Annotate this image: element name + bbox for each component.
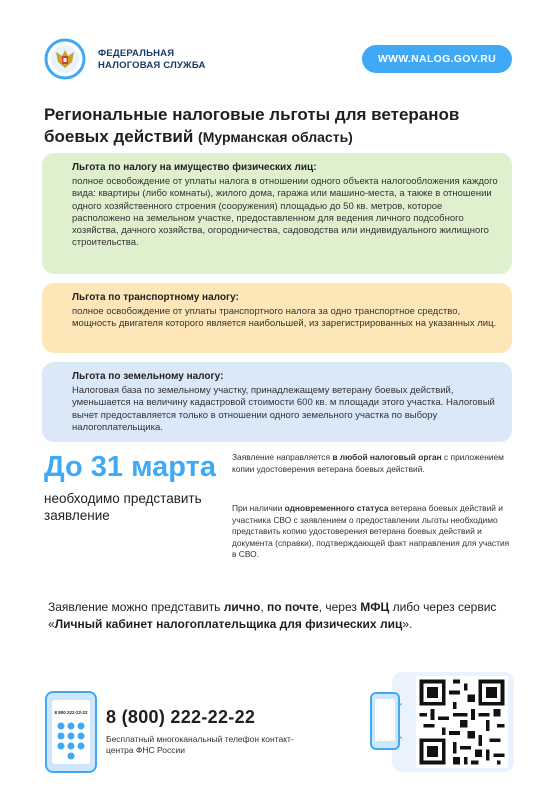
property-tax-benefit-card <box>42 153 512 274</box>
fns-emblem-icon <box>44 38 86 82</box>
note-text: При наличии <box>232 503 285 513</box>
submission-methods <box>48 599 518 633</box>
note-text: ветерана боевых действий и участника СВО с заявлением о предоставлении льготы необходимо представить копию удостоверения ветерана боевых действий и документа (справки), подтверждающей факт направления для участия в СВО. <box>232 503 510 560</box>
method-online-account: Личный кабинет налогоплательщика для физических лиц <box>54 617 403 631</box>
method-mfc: МФЦ <box>360 600 390 614</box>
benefit-heading: Льгота по транспортному налогу: <box>72 292 239 303</box>
qr-code[interactable] <box>416 676 508 768</box>
land-tax-benefit-card <box>42 362 512 442</box>
dual-status-note <box>232 503 514 561</box>
deadline-date: До 31 марта <box>44 451 216 483</box>
benefit-heading: Льгота по налогу на имущество физических лиц: <box>72 162 317 173</box>
org-name-line1: ФЕДЕРАЛЬНАЯ <box>98 48 175 59</box>
note-bold: в любой налоговый орган <box>332 452 442 462</box>
org-name <box>98 48 206 72</box>
method-post: по почте <box>266 600 319 614</box>
methods-text: , <box>260 600 267 614</box>
org-name-line2: НАЛОГОВАЯ СЛУЖБА <box>98 60 206 71</box>
method-in-person: лично <box>223 600 261 614</box>
note-text: с приложением копии удостоверения ветерана боевых действий. <box>232 452 504 474</box>
hotline-caption: Бесплатный многоканальный телефон контакт-центра ФНС России <box>106 734 294 755</box>
phone-screen-number: 8 800 222-22-22 <box>54 710 88 715</box>
note-bold: одновременного статуса <box>284 503 389 513</box>
benefit-text: полное освобождение от уплаты налога в отношении одного объекта налогообложения каждого вида: квартиры (либо комнаты), жилого дома, гаража или машино-места, а также в отношении одного хозяйственного строения (сооружения) площадью до 50 кв. метров, которое расположено на земельном участке, предоставленном для ведения личного подсобного хозяйства, дачного хозяйства, огородничества, садоводства или индивидуального жилищного строительства. <box>72 176 498 249</box>
benefit-text: полное освобождение от уплаты транспортного налога за одно транспортное средство, мощность двигателя которого является наибольшей, из зарегистрированных на указанных лиц. <box>72 306 497 330</box>
benefit-text: Налоговая база по земельному участку, принадлежащему ветерану боевых действий, уменьшается на величину кадастровой стоимости 600 кв. м площади этого участка. Налоговый вычет предоставляется только в отношении одного земельного участка по выбору налогоплательщика. <box>72 385 495 433</box>
header <box>0 0 554 80</box>
page-title <box>44 104 514 148</box>
title-main: Региональные налоговые льготы для ветеранов боевых действий <box>44 105 460 146</box>
phone-icon <box>44 690 98 774</box>
methods-text: ». <box>402 617 413 631</box>
note-text: Заявление направляется <box>232 452 333 462</box>
methods-text: , через <box>318 600 361 614</box>
scan-phone-icon <box>368 690 402 752</box>
title-region: (Мурманская область) <box>198 129 353 145</box>
application-note <box>232 452 514 475</box>
methods-text: Заявление можно представить <box>48 600 224 614</box>
methods-text: либо через сервис « <box>48 600 497 631</box>
benefit-heading: Льгота по земельному налогу: <box>72 371 224 382</box>
hotline-number[interactable]: 8 (800) 222-22-22 <box>106 707 256 727</box>
deadline-subtitle: необходимо представить заявление <box>44 491 202 523</box>
transport-tax-benefit-card <box>42 283 512 353</box>
website-link[interactable]: WWW.NALOG.GOV.RU <box>362 45 512 73</box>
